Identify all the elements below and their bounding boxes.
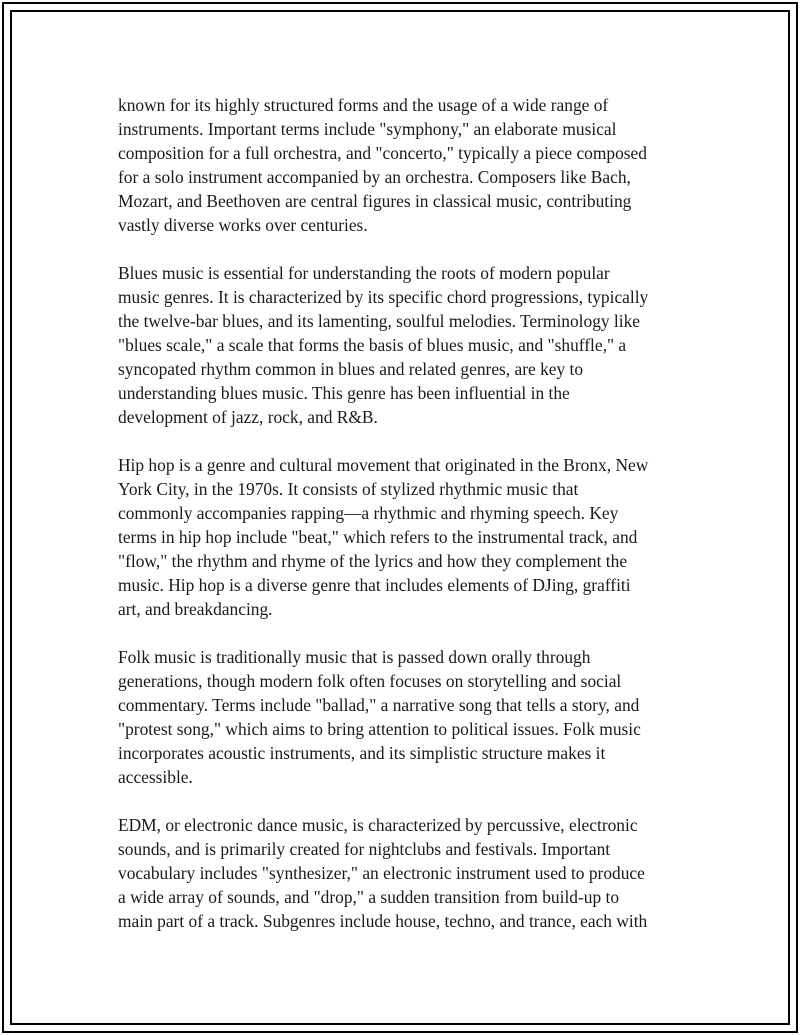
paragraph-edm: EDM, or electronic dance music, is characterized by percussive, electronic sounds, and is primarily created for nightclubs and festivals. Important vocabulary includes "synthesizer," an electronic instrument used to produce a wide array of sounds, and "drop," a sudden transition from build-up to main part of a track. Subgenres include house, techno, and trance, each with (118, 815, 648, 931)
paragraph-classical: known for its highly structured forms and the usage of a wide range of instruments. Important terms include "symphony," an elaborate musical composition for a full orchestra, and "concerto," typically a piece composed for a solo instrument accompanied by an orchestra. Composers like Bach, Mozart, and Beethoven are central figures in classical music, contributing vastly diverse works over centuries. (118, 95, 647, 235)
paragraph-blues: Blues music is essential for understanding the roots of modern popular music genres. It is characterized by its specific chord progressions, typically the twelve-bar blues, and its lamenting, soulful melodies. Terminology like "blues scale," a scale that forms the basis of blues music, and "shuffle," a syncopated rhythm common in blues and related genres, are key to understanding blues music. This genre has been influential in the development of jazz, rock, and R&B. (118, 263, 649, 427)
document-body (118, 93, 684, 957)
paragraph-folk: Folk music is traditionally music that is passed down orally through generations, though modern folk often focuses on storytelling and social commentary. Terms include "ballad," a narrative song that tells a story, and "protest song," which aims to bring attention to political issues. Folk music incorporates acoustic instruments, and its simplistic structure makes it accessible. (118, 647, 641, 787)
paragraph-hip-hop: Hip hop is a genre and cultural movement that originated in the Bronx, New York City, in the 1970s. It consists of stylized rhythmic music that commonly accompanies rapping—a rhythmic and rhyming speech. Key terms in hip hop include "beat," which refers to the instrumental track, and "flow," the rhythm and rhyme of the lyrics and how they complement the music. Hip hop is a diverse genre that includes elements of DJing, graffiti art, and breakdancing. (118, 455, 649, 619)
